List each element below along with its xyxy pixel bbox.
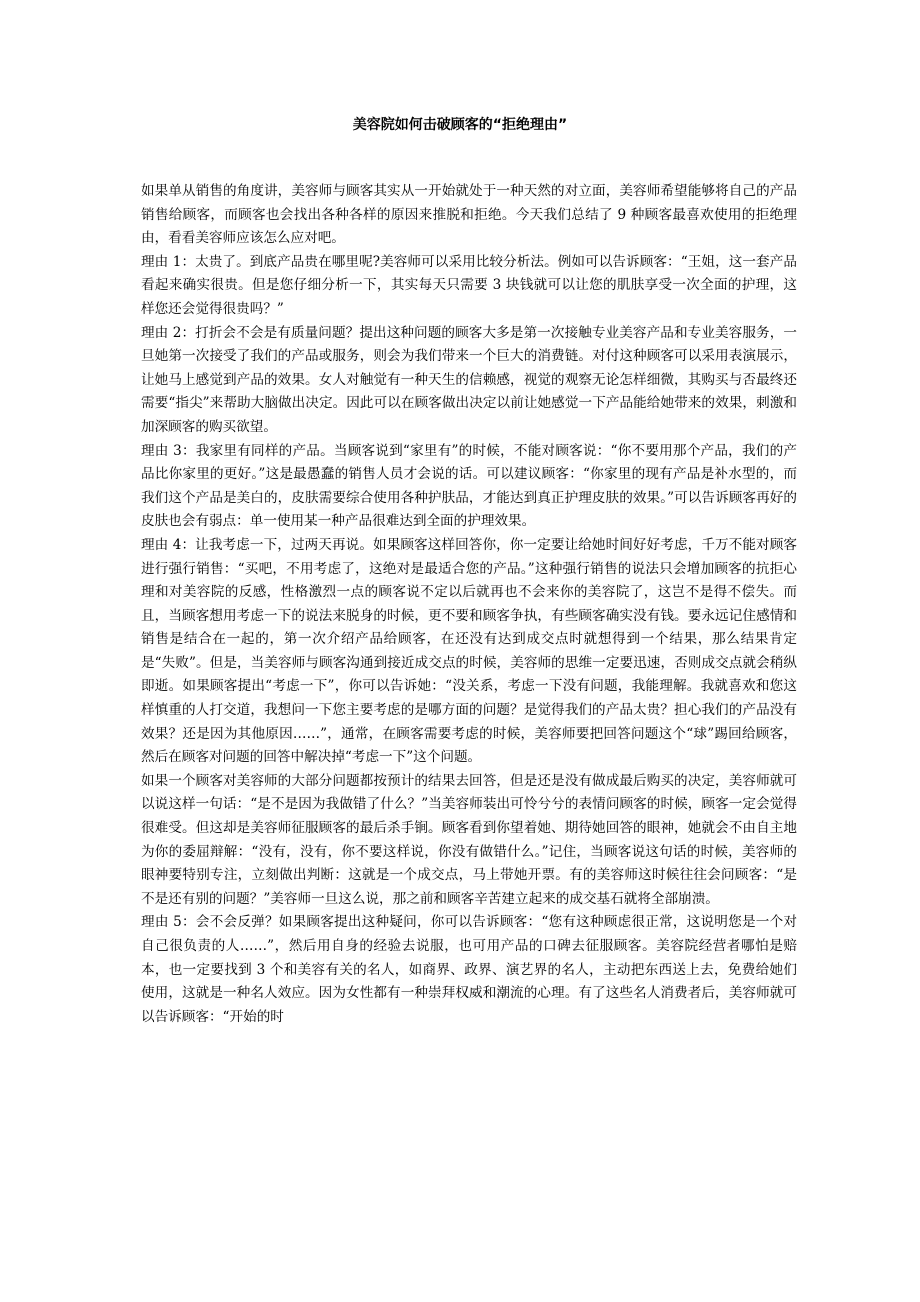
paragraph-reason-1: 理由 1：太贵了。到底产品贵在哪里呢?美容师可以采用比较分析法。例如可以告诉顾客：“王姐，这一套产品看起来确实很贵。但是您仔细分析一下，其实每天只需要 3 块钱就可以让您的肌肤享受一次全面的护理，这样您还会觉得很贵吗？” — [141, 253, 797, 317]
paragraph-reason-4: 理由 4：让我考虑一下，过两天再说。如果顾客这样回答你，你一定要让给她时间好好考虑，千万不能对顾客进行强行销售：“买吧，不用考虑了，这绝对是最适合您的产品。”这种强行销售的说法只会增加顾客的抗拒心理和对美容院的反感，性格激烈一点的顾客说不定以后就再也不会来你的美容院了，这岂不是得不偿失。而且，当顾客想用考虑一下的说法来脱身的时候，更不要和顾客争执，有些顾客确实没有钱。要永远记住感情和销售是结合在一起的，第一次介绍产品给顾客，在还没有达到成交点时就想得到一个结果，那么结果肯定是“失败”。但是，当美容师与顾客沟通到接近成交点的时候，美容师的思维一定要迅速，否则成交点就会稍纵即逝。如果顾客提出“考虑一下”，你可以告诉她：“没关系，考虑一下没有问题，我能理解。我就喜欢和您这样慎重的人打交道，我想问一下您主要考虑的是哪方面的问题？是觉得我们的产品太贵？担心我们的产品没有效果？还是因为其他原因……”，通常，在顾客需要考虑的时候，美容师要把回答问题这个“球”踢回给顾客，然后在顾客对问题的回答中解决掉“考虑一下”这个问题。 — [141, 536, 797, 766]
paragraph-reason-5: 理由 5：会不会反弹？如果顾客提出这种疑问，你可以告诉顾客：“您有这种顾虑很正常，这说明您是一个对自己很负责的人……”，然后用自身的经验去说服，也可用产品的口碑去征服顾客。美容院经营者哪怕是赔本，也一定要找到 3 个和美容有关的名人，如商界、政界、演艺界的名人，主动把东西送上去，免费给她们使用，这就是一种名人效应。因为女性都有一种崇拜权威和潮流的心理。有了这些名人消费者后，美容师就可以告诉顾客：“开始的时 — [141, 914, 797, 1025]
paragraph-reason-2: 理由 2：打折会不会是有质量问题？提出这种问题的顾客大多是第一次接触专业美容产品和专业美容服务，一旦她第一次接受了我们的产品或服务，则会为我们带来一个巨大的消费链。对付这种顾客可以采用表演展示，让她马上感觉到产品的效果。女人对触觉有一种天生的信赖感，视觉的观察无论怎样细微，其购买与否最终还需要“指尖”来帮助大脑做出决定。因此可以在顾客做出决定以前让她感觉一下产品能给她带来的效果，刺激和加深顾客的购买欲望。 — [141, 324, 797, 435]
paragraph-intro: 如果单从销售的角度讲，美容师与顾客其实从一开始就处于一种天然的对立面，美容师希望能够将自己的产品销售给顾客，而顾客也会找出各种各样的原因来推脱和拒绝。今天我们总结了 9 种顾客最喜欢使用的拒绝理由，看看美容师应该怎么应对吧。 — [141, 183, 797, 247]
document-body — [141, 180, 797, 1029]
document-title: 美容院如何击破顾客的“拒绝理由” — [352, 117, 568, 133]
paragraph-reason-3: 理由 3：我家里有同样的产品。当顾客说到“家里有”的时候，不能对顾客说：“你不要用那个产品，我们的产品比你家里的更好。”这是最愚蠢的销售人员才会说的话。可以建议顾客：“你家里的现有产品是补水型的，而我们这个产品是美白的，皮肤需要综合使用各种护肤品，才能达到真正护理皮肤的效果。”可以告诉顾客再好的皮肤也会有弱点：单一使用某一种产品很难达到全面的护理效果。 — [141, 442, 797, 530]
paragraph-reason-4-continued: 如果一个顾客对美容师的大部分问题都按预计的结果去回答，但是还是没有做成最后购买的决定，美容师就可以说这样一句话：“是不是因为我做错了什么？”当美容师装出可怜兮兮的表情问顾客的时候，顾客一定会觉得很难受。但这却是美容师征服顾客的最后杀手锏。顾客看到你望着她、期待她回答的眼神，她就会不由自主地为你的委屈辩解：“没有，没有，你不要这样说，你没有做错什么。”记住，当顾客说这句话的时候，美容师的眼神要特别专注，立刻做出判断：这就是一个成交点，马上带她开票。有的美容师这时候往往会问顾客：“是不是还有别的问题？”美容师一旦这么说，那之前和顾客辛苦建立起来的成交基石就将全部崩溃。 — [141, 772, 797, 907]
